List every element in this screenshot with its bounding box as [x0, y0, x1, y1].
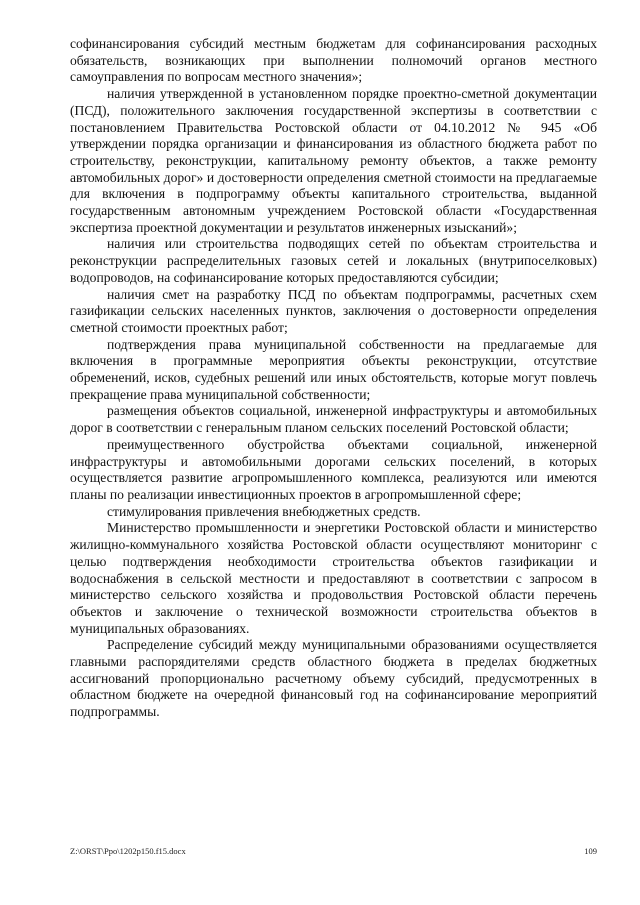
paragraph-1: софинансирования субсидий местным бюджетам для софинансирования расходных обязательств, возникающих при выполнении полномочий органов местного самоуправления по вопросам местного значения»; — [70, 36, 597, 85]
paragraph-6: размещения объектов социальной, инженерной инфраструктуры и автомобильных дорог в соответствии с генеральным планом сельских поселений Ростовской области; — [70, 403, 597, 436]
paragraph-5: подтверждения права муниципальной собственности на предлагаемые для включения в программные мероприятия объекты реконструкции, отсутствие обременений, исков, судебных решений или иных обстоятельств, которые могут повлечь прекращение права муниципальной собственности; — [70, 336, 597, 402]
paragraph-2: наличия утвержденной в установленном порядке проектно-сметной документации (ПСД), положительного заключения государственной экспертизы в соответствии с постановлением Правительства Ростовской области от 04.10.2012 № 945 «Об утверждении порядка организации и финансирования из областного бюджета работ по строительству, реконструкции, капитальному ремонту объектов, а также ремонту автомобильных дорог» и достоверности определения сметной стоимости на предлагаемые для включения в подпрограмму объекты капитального строительства, выданной государственным автономным учреждением Ростовской области «Государственная экспертиза проектной документации и результатов инженерных изысканий»; — [70, 86, 597, 235]
paragraph-3: наличия или строительства подводящих сетей по объектам строительства и реконструкции распределительных газовых сетей и локальных (внутрипоселковых) водопроводов, на софинансирование которых предоставляются субсидии; — [70, 236, 597, 285]
page-footer — [70, 846, 597, 856]
paragraph-10: Распределение субсидий между муниципальными образованиями осуществляется главными распорядителями средств областного бюджета в пределах бюджетных ассигнований пропорционально расчетному объему субсидий, предусмотренных в областном бюджете на очередной финансовый год на софинансирование мероприятий подпрограммы. — [70, 637, 597, 720]
paragraph-8: стимулирования привлечения внебюджетных средств. — [107, 503, 421, 519]
paragraph-9: Министерство промышленности и энергетики Ростовской области и министерство жилищно-коммунального хозяйства Ростовской области осуществляют мониторинг с целью подтверждения необходимости строительства объектов газификации и водоснабжения в сельской местности и предоставляют в соответствии с запросом в министерство сельского хозяйства и продовольствия Ростовской области перечень объектов и заключение о технической возможности строительства объектов в муниципальных образованиях. — [70, 520, 597, 636]
paragraph-4: наличия смет на разработку ПСД по объектам подпрограммы, расчетных схем газификации сельских населенных пунктов, заключения о достоверности определения сметной стоимости проектных работ; — [70, 286, 597, 335]
paragraph-7: преимущественного обустройства объектами социальной, инженерной инфраструктуры и автомобильными дорогами сельских поселений, в которых осуществляется развитие агропромышленного комплекса, реализуются или имеются планы по реализации инвестиционных проектов в агропромышленной сфере; — [70, 436, 597, 502]
file-path: Z:\ORST\Ppo\1202p150.f15.docx — [70, 846, 186, 856]
document-body — [70, 36, 597, 721]
page-number: 109 — [584, 846, 597, 856]
